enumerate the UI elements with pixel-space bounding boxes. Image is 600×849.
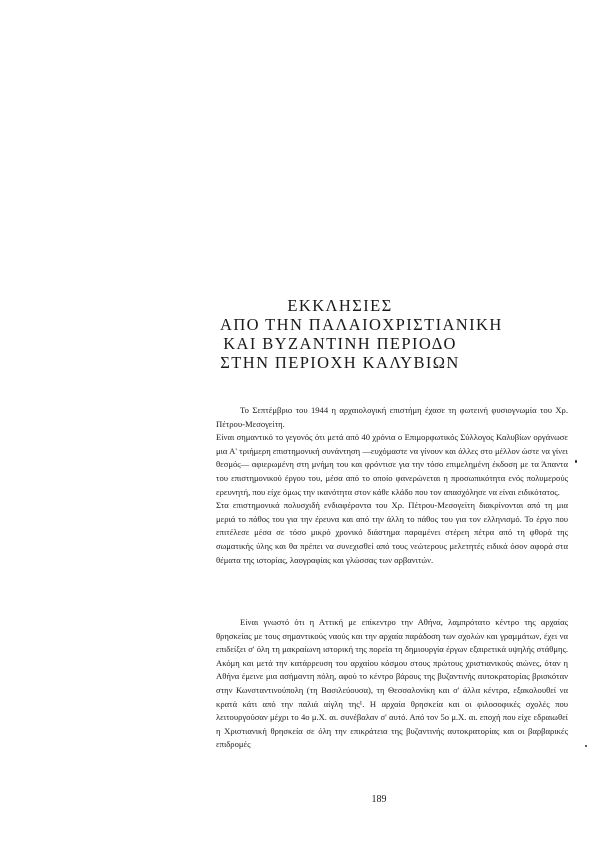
title-line-2: ΑΠΟ ΤΗΝ ΠΑΛΑΙΟΧΡΙΣΤΙΑΝΙΚΗ <box>220 315 503 334</box>
scan-speck <box>575 460 577 463</box>
scan-speck <box>585 745 587 747</box>
title-line-4: ΣΤΗΝ ΠΕΡΙΟΧΗ ΚΑΛΥΒΙΩΝ <box>220 353 460 372</box>
page-number: 189 <box>371 794 387 805</box>
title-line-3: ΚΑΙ ΒΥΖΑΝΤΙΝΗ ΠΕΡΙΟΔΟ <box>223 334 457 353</box>
paragraph-4: Είναι γνωστό ότι η Αττική με επίκεντρο την Αθήνα, λαμπρότατο κέντρο της αρχαίας θρησκείας με τους σημαντικούς ναούς και την αρχαία παράδοση των σχολών και γραμμάτων, έχει να επιδείξει σ' όλη τη μακραίωνη ιστορική της πορεία τη δημιουργία έργων εξαιρετικά υψηλής στάθμης. Ακόμη και μετά την κατάρρευση του αρχαίου κόσμου στους πρώτους χριστιανικούς αιώνες, όταν η Αθήνα έμεινε μια ασήμαντη πόλη, αφού το κέντρο βάρους της βυζαντινής αυτοκρατορίας βρισκόταν στην Κωνσταντινούπολη (τη Βασιλεύουσα), τη Θεσσαλονίκη και σ' άλλα κέντρα, εξακολουθεί να κρατά κάτι από την παλιά αίγλη της¹. Η αρχαία θρησκεία και οι φιλοσοφικές σχολές που λειτουργούσαν μέχρι το 4ο μ.Χ. αι. συνέβαλαν σ' αυτό. Από τον 5ο μ.Χ. αι. εποχή που είχε εδραιωθεί η Χριστιανική θρησκεία σε όλη την επικράτεια της βυζαντινής αυτοκρατορίας και οι βαρβαρικές επιδρομές <box>216 617 568 750</box>
title-line-1: ΕΚΚΛΗΣΙΕΣ <box>287 296 393 315</box>
article-title <box>220 296 503 372</box>
paragraph-2: Είναι σημαντικό το γεγονός ότι μετά από 40 χρόνια ο Επιμορφωτικός Σύλλογος Καλυβίων οργάνωσε μια Α' τριήμερη επιστημονική συνάντηση —ευχόμαστε να γίνουν και άλλες στο μέλλον ώστε να γίνει θεσμός— αφιερωμένη στη μνήμη του και φρόντισε για την τόσο επιμελημένη έκδοση με τα Άπαντα του επιστημονικού έργου του, μέσα από το οποίο φανερώνεται η προσωπικότητα ενός πολυμερούς ερευνητή, που είχε όμως την ικανότητα στον κάθε κλάδο που τον απασχόλησε να είναι ειδικότατος. <box>216 432 568 497</box>
paragraph-3: Στα επιστημονικά πολυσχιδή ενδιαφέροντα του Χρ. Πέτρου-Μεσογείτη διακρίνονται από τη μια μεριά το πάθος του για την έρευνα και από την άλλη το πάθος του για τον ελληνισμό. Το έργο που επιτέλεσε μέσα σε τόσο μικρό χρονικό διάστημα παραμένει στέρεη πέτρα από τη φθορά της σωματικής ύλης και θα πρέπει να συνεχισθεί από τους νεώτερους μελετητές ειδικά όσον αφορά στα θέματα της ιστορίας, λαογραφίας και γλώσσας των αρβανιτών. <box>216 500 568 565</box>
paragraph-1: Το Σεπτέμβριο του 1944 η αρχαιολογική επιστήμη έχασε τη φωτεινή φυσιογνωμία του Χρ. Πέτρου-Μεσογείτη. <box>216 405 568 429</box>
body-section-1 <box>216 404 568 567</box>
body-section-2 <box>216 616 568 752</box>
